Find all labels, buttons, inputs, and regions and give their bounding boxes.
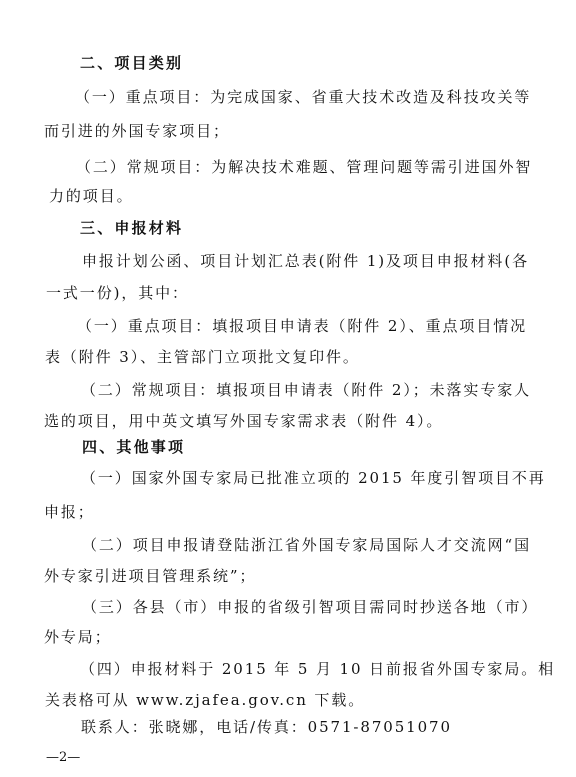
text-line: （一）国家外国专家局已批准立项的 2015 年度引智项目不再 bbox=[81, 469, 546, 487]
text-line: 而引进的外国专家项目； bbox=[44, 122, 230, 140]
contact-line: 联系人：张晓娜，电话/传真：0571-87051070 bbox=[81, 718, 452, 736]
text-line: 力的项目。 bbox=[49, 187, 134, 205]
section-heading-application-materials: 三、申报材料 bbox=[80, 219, 184, 237]
text-line: 申报计划公函、项目计划汇总表(附件 1)及项目申报材料(各 bbox=[82, 252, 529, 270]
text-line: 选的项目，用中英文填写外国专家需求表（附件 4）。 bbox=[44, 412, 444, 430]
text-line: （一）重点项目：填报项目申请表（附件 2）、重点项目情况 bbox=[77, 317, 528, 335]
section-heading-other-matters: 四、其他事项 bbox=[82, 438, 186, 456]
text-line: （二）项目申报请登陆浙江省外国专家局国际人才交流网“国 bbox=[82, 536, 531, 554]
text-line: （四）申报材料于 2015 年 5 月 10 日前报省外国专家局。相 bbox=[80, 660, 556, 678]
text-line: 关表格可从 www.zjafea.gov.cn 下载。 bbox=[45, 691, 366, 709]
text-line: 申报； bbox=[44, 503, 95, 521]
text-line: （二）常规项目：为解决技术难题、管理问题等需引进国外智 bbox=[76, 158, 533, 176]
text-line: （三）各县（市）申报的省级引智项目需同时抄送各地（市） bbox=[82, 598, 539, 616]
text-line: （二）常规项目：填报项目申请表（附件 2）；未落实专家人 bbox=[81, 381, 532, 399]
page-number: —2— bbox=[46, 750, 81, 765]
text-line: 外专家引进项目管理系统”； bbox=[44, 567, 257, 585]
section-heading-project-category: 二、项目类别 bbox=[80, 54, 184, 72]
text-line: （一）重点项目：为完成国家、省重大技术改造及科技攻关等 bbox=[75, 88, 532, 106]
text-line: 表（附件 3）、主管部门立项批文复印件。 bbox=[45, 348, 360, 366]
text-line: 一式一份)，其中： bbox=[46, 284, 189, 302]
text-line: 外专局； bbox=[44, 628, 112, 646]
